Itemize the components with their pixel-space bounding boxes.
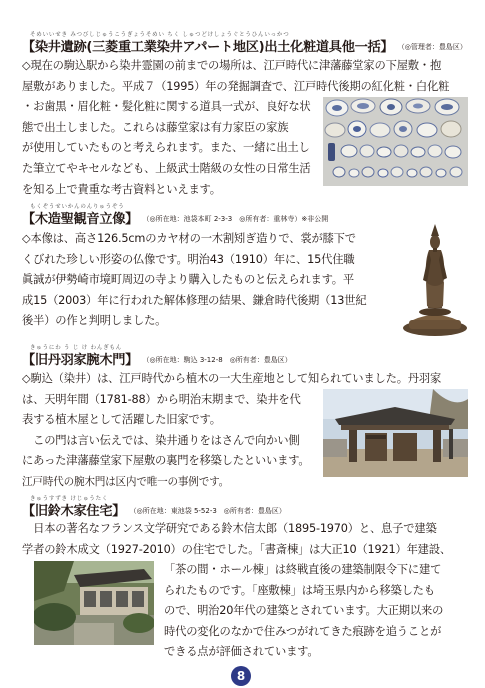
text-line: ・お歯黒・眉化粧・髪化粧に関する道具一式が、良好な状	[22, 100, 311, 114]
text-line: 学者の鈴木成文（1927-2010）の住宅でした。「書斎棟」は大正10（1921）年建設、	[22, 542, 451, 556]
text-line: が使用していたものと考えられます。また、一緒に出土し	[22, 141, 310, 155]
section-heading	[22, 38, 467, 56]
gate-illustration	[323, 389, 468, 477]
furigana: きゅうすずき けじゅうたく	[30, 496, 109, 502]
section-title: 【旧鈴木家住宅】	[22, 504, 126, 519]
section-body-continued	[164, 560, 476, 663]
text-line: 江戸時代の腕木門は区内で唯一の事例です。	[22, 475, 230, 488]
section-meta: （◎所在地：池袋本町 2-3-3 ◎所有者：重林寺）※非公開	[146, 215, 329, 223]
text-line: 日本の著名なフランス文学研究である鈴木信太郎（1895-1970）と、息子で建築	[22, 522, 437, 535]
text-line: 眞誠が伊勢崎市境町周辺の寺より購入したものと伝えられます。平	[22, 273, 355, 287]
text-line: 屋敷がありました。平成７（1995）年の発掘調査で、江戸時代後期の紅化粧・白化粧	[22, 79, 450, 93]
text-line: ◇本像は、高さ126.5cmのカヤ材の一木割矧ぎ造りで、裳が膝下で	[22, 232, 356, 245]
kannon-statue-illustration	[395, 220, 475, 343]
text-line: この門は言い伝えでは、染井通りをはさんで向かい側	[22, 433, 300, 447]
text-line: 時代の変化のなかで住みつがれてきた痕跡を追うことが	[164, 624, 442, 638]
kannon-statue-photo	[395, 220, 475, 343]
text-line: 態で出土しました。これらは藤堂家は有力家臣の家族	[22, 120, 289, 134]
furigana: そめいいせき みつびしじゅうこうぎょうそめい ちく しゅつどけしょうぐとうひんいっかつ	[30, 32, 290, 38]
text-line: ◇駒込（染井）は、江戸時代から植木の一大生産地として知られていました。丹羽家	[22, 372, 442, 385]
furigana: きゅうにわ う じ け わんぎもん	[30, 345, 123, 351]
page-number: 8	[231, 666, 251, 686]
section-meta: （◎所在地：東池袋 5-52-3 ◎所有者：豊島区）	[133, 507, 286, 515]
section-heading	[22, 502, 286, 520]
furigana: もくぞうせいかんのんりゅうぞう	[30, 204, 125, 210]
section-title: 【旧丹羽家腕木門】	[22, 353, 138, 368]
section-meta: （◎所在地：駒込 3-12-8 ◎所有者：豊島区）	[146, 356, 292, 364]
section-heading	[22, 210, 328, 228]
section-heading	[22, 351, 292, 369]
cosmetic-tools-illustration	[323, 97, 468, 186]
text-line: 成15（2003）年に行われた解体修理の結果、鎌倉時代後期（13世紀	[22, 293, 367, 307]
text-line: ので、明治20年代の建築とされています。大正期以来の	[164, 604, 444, 618]
gate-photo	[323, 389, 468, 477]
section-title: 【染井遺跡(三菱重工業染井アパート地区)出土化粧道具他一括】	[22, 40, 394, 55]
text-line: 「茶の間・ホール棟」は終戦直後の建築制限令下に建て	[164, 563, 442, 576]
text-line: 後半）の作と判明しました。	[22, 314, 167, 328]
text-line: にあった津藩藤堂家下屋敷の裏門を移築したといいます。	[22, 454, 310, 468]
section-body	[22, 229, 402, 332]
text-line: できる点が評価されています。	[164, 645, 319, 659]
text-line: ◇現在の駒込駅から染井霊園の前までの場所は、江戸時代に津藩藤堂家の下屋敷・抱	[22, 59, 442, 72]
cosmetic-tools-photo	[323, 97, 468, 186]
section-meta: （◎管理者：豊島区）	[401, 43, 467, 51]
section-title: 【木造聖観音立像】	[22, 212, 138, 227]
text-line: 表する植木屋として活躍した旧家です。	[22, 413, 221, 427]
residence-photo	[34, 561, 154, 645]
text-line: られたものです。「座敷棟」は埼玉県内から移築したも	[164, 583, 435, 597]
text-line: を知る上で貴重な考古資料といえます。	[22, 182, 221, 196]
section-body	[22, 519, 472, 560]
text-line: は、天明年間（1781-88）から明治末期まで、染井を代	[22, 392, 301, 406]
text-line: た筆立てやキセルなども、上級武士階級の女性の日常生活	[22, 161, 311, 175]
text-line: くびれた珍しい形姿の仏像です。明治43（1910）年に、15代住職	[22, 252, 355, 266]
residence-illustration	[34, 561, 154, 645]
